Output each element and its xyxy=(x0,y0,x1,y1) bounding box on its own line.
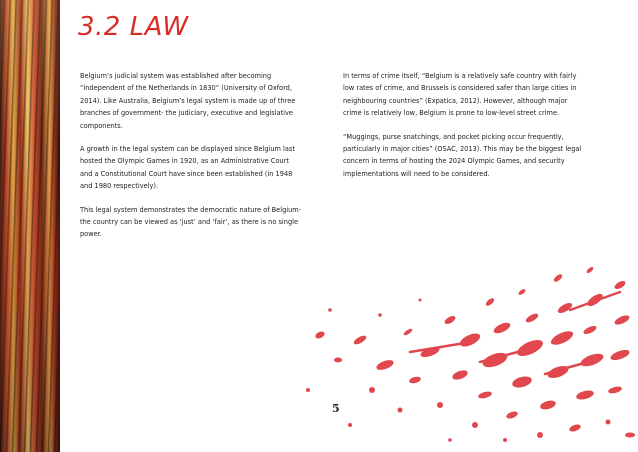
paragraph: This legal system demonstrates the democratic nature of Belgium- the country can be viewed as ‘just’ and ‘fair’, as there is no single power. xyxy=(80,205,302,239)
painted-border-strip xyxy=(0,0,60,452)
page-number: 5 xyxy=(332,402,340,415)
paragraph: A growth in the legal system can be displayed since Belgium last hosted the Olympic Games in 1920, as an Administrative Court and a Constitutional Court have since been established (in 1948 and 1980 respectively). xyxy=(80,145,295,191)
paragraph: “Muggings, purse snatchings, and pocket picking occur frequently, particularly in major cities” (OSAC, 2013). This may be the biggest legal concern in terms of hosting the 2024 Olympic Games, and security implementations will need to be considered. xyxy=(343,132,582,178)
section-title: 3.2 LAW xyxy=(78,12,189,42)
paragraph: Belgium’s judicial system was established after becoming “independent of the Netherlands in 1830” (University of Oxford, 2014). Like Australia, Belgium’s legal system is made up of three branches of government- the judiciary, executive and legislative components. xyxy=(80,72,296,130)
right-text-column xyxy=(343,70,588,191)
paragraph: In terms of crime itself, “Belgium is a relatively safe country with fairly low rates of crime, and Brussels is considered safer than large cities in neighbouring countries” (Expatica, 2012). However, although major crime is relatively low, Belgium is prone to low-level street crime. xyxy=(343,72,577,118)
paint-splatter-decoration xyxy=(290,240,638,452)
left-text-column xyxy=(80,70,302,252)
